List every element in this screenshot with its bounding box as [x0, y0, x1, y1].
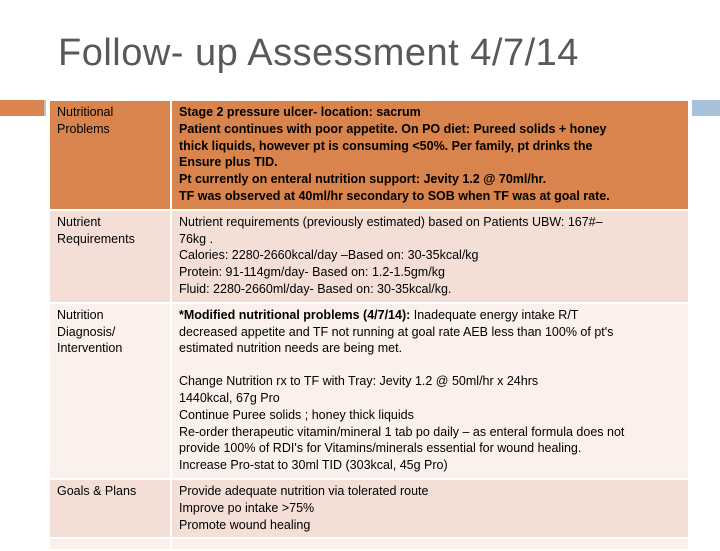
row-content: Provide adequate nutrition via tolerated route Improve po intake >75% Promote wound healing [171, 479, 689, 538]
left-divider [44, 100, 46, 116]
table-row-cut-off [49, 538, 689, 550]
row-label: Goals & Plans [49, 479, 171, 538]
right-accent-square [692, 100, 720, 116]
row-label: Nutrition Diagnosis/ Intervention [49, 303, 171, 479]
row-content: Stage 2 pressure ulcer- location: sacrum Patient continues with poor appetite. On PO diet: Pureed solids + honey thick liquids, however pt is consuming <50%. Per family, pt drinks the Ensure plus TID. Pt currently on enteral nutrition support: Jevity 1.2 @ 70ml/hr. TF was observed at 40ml/hr secondary to SOB when TF was at goal rate. [171, 100, 689, 210]
table-row [49, 303, 689, 479]
table-row [49, 210, 689, 303]
table-row [49, 100, 689, 210]
row-label: Nutrient Requirements [49, 210, 171, 303]
row-content: Nutrient requirements (previously estimated) based on Patients UBW: 167#– 76kg . Calories: 2280-2660kcal/day –Based on: 30-35kcal/kg Protein: 91-114gm/day- Based on: 1.2-1.5gm/kg Fluid: 2280-2660ml/day- Based on: 30-35kcal/kg. [171, 210, 689, 303]
assessment-table [48, 99, 690, 551]
row-content: *Modified nutritional problems (4/7/14): Inadequate energy intake R/T decreased appetite and TF not running at goal rate AEB less than 100% of pt's estimated nutrition needs are being met. Change Nutrition rx to TF with Tray: Jevity 1.2 @ 50ml/hr x 24hrs 1440kcal, 67g Pro Continue Puree solids ; honey thick liquids Re-order therapeutic vitamin/mineral 1 tab po daily – as enteral formula does not provide 100% of RDI's for Vitamins/minerals essential for wound healing. Increase Pro-stat to 30ml TID (303kcal, 45g Pro) [171, 303, 689, 479]
modified-problems-label: *Modified nutritional problems (4/7/14): [179, 307, 411, 322]
row-label: Nutritional Problems [49, 100, 171, 210]
left-accent-bar [0, 100, 46, 116]
table-row [49, 479, 689, 538]
slide-title: Follow- up Assessment 4/7/14 [58, 32, 579, 74]
